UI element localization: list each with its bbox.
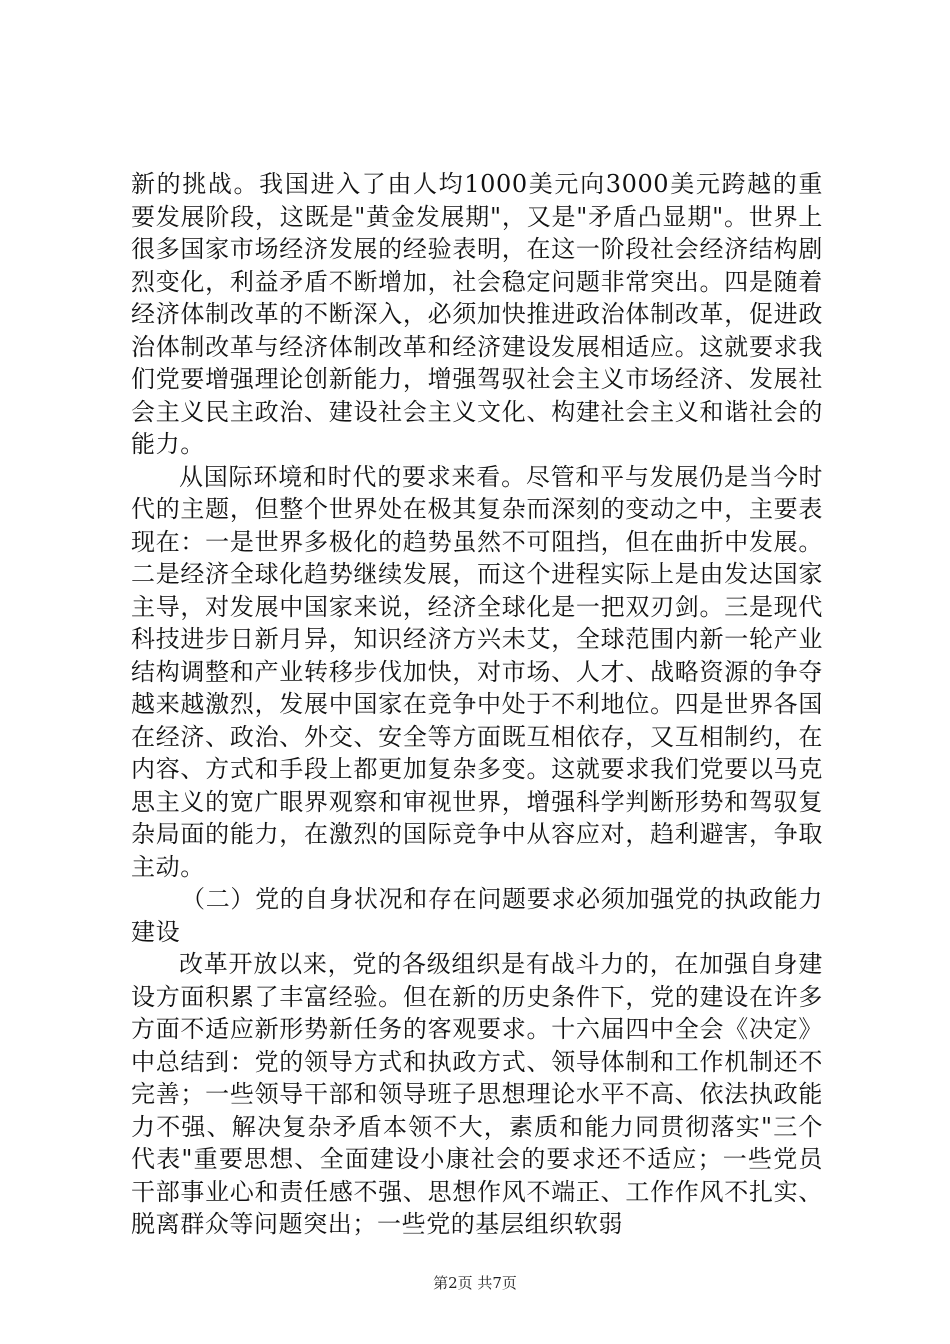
page-number-footer: 第2页 共7页 [433, 1274, 517, 1292]
paragraph-international-environment: 从国际环境和时代的要求来看。尽管和平与发展仍是当今时代的主题，但整个世界处在极其复杂而深刻的变动之中，主要表现在：一是世界多极化的趋势虽然不可阻挡，但在曲折中发展。二是经济全球化趋势继续发展，而这个进程实际上是由发达国家主导，对发展中国家来说，经济全球化是一把双刃剑。三是现代科技进步日新月异，知识经济方兴未艾，全球范围内新一轮产业结构调整和产业转移步伐加快，对市场、人才、战略资源的争夺越来越激烈，发展中国家在竞争中处于不利地位。四是世界各国在经济、政治、外交、安全等方面既互相依存，又互相制约，在内容、方式和手段上都更加复杂多变。这就要求我们党要以马克思主义的宽广眼界观察和审视世界，增强科学判断形势和驾驭复杂局面的能力，在激烈的国际竞争中从容应对，趋利避害，争取主动。 [131, 462, 823, 881]
paragraph-party-status: 改革开放以来，党的各级组织是有战斗力的，在加强自身建设方面积累了丰富经验。但在新的历史条件下，党的建设在许多方面不适应新形势新任务的客观要求。十六届四中全会《决定》中总结到：党的领导方式和执政方式、领导体制和工作机制还不完善；一些领导干部和领导班子思想理论水平不高、依法执政能力不强、解决复杂矛盾本领不大，素质和能力同贯彻落实"三个代表"重要思想、全面建设小康社会的要求还不适应；一些党员干部事业心和责任感不强、思想作风不端正、工作作风不扎实、脱离群众等问题突出；一些党的基层组织软弱 [131, 950, 823, 1238]
document-body [131, 168, 823, 1241]
paragraph-continuation: 新的挑战。我国进入了由人均1000美元向3000美元跨越的重要发展阶段，这既是"黄金发展期"，又是"矛盾凸显期"。世界上很多国家市场经济发展的经验表明，在这一阶段社会经济结构剧烈变化，利益矛盾不断增加，社会稳定问题非常突出。四是随着经济体制改革的不断深入，必须加快推进政治体制改革，促进政治体制改革与经济体制改革和经济建设发展相适应。这就要求我们党要增强理论创新能力，增强驾驭社会主义市场经济、发展社会主义民主政治、建设社会主义文化、构建社会主义和谐社会的能力。 [131, 170, 823, 458]
section-heading: （二）党的自身状况和存在问题要求必须加强党的执政能力建设 [131, 885, 823, 946]
